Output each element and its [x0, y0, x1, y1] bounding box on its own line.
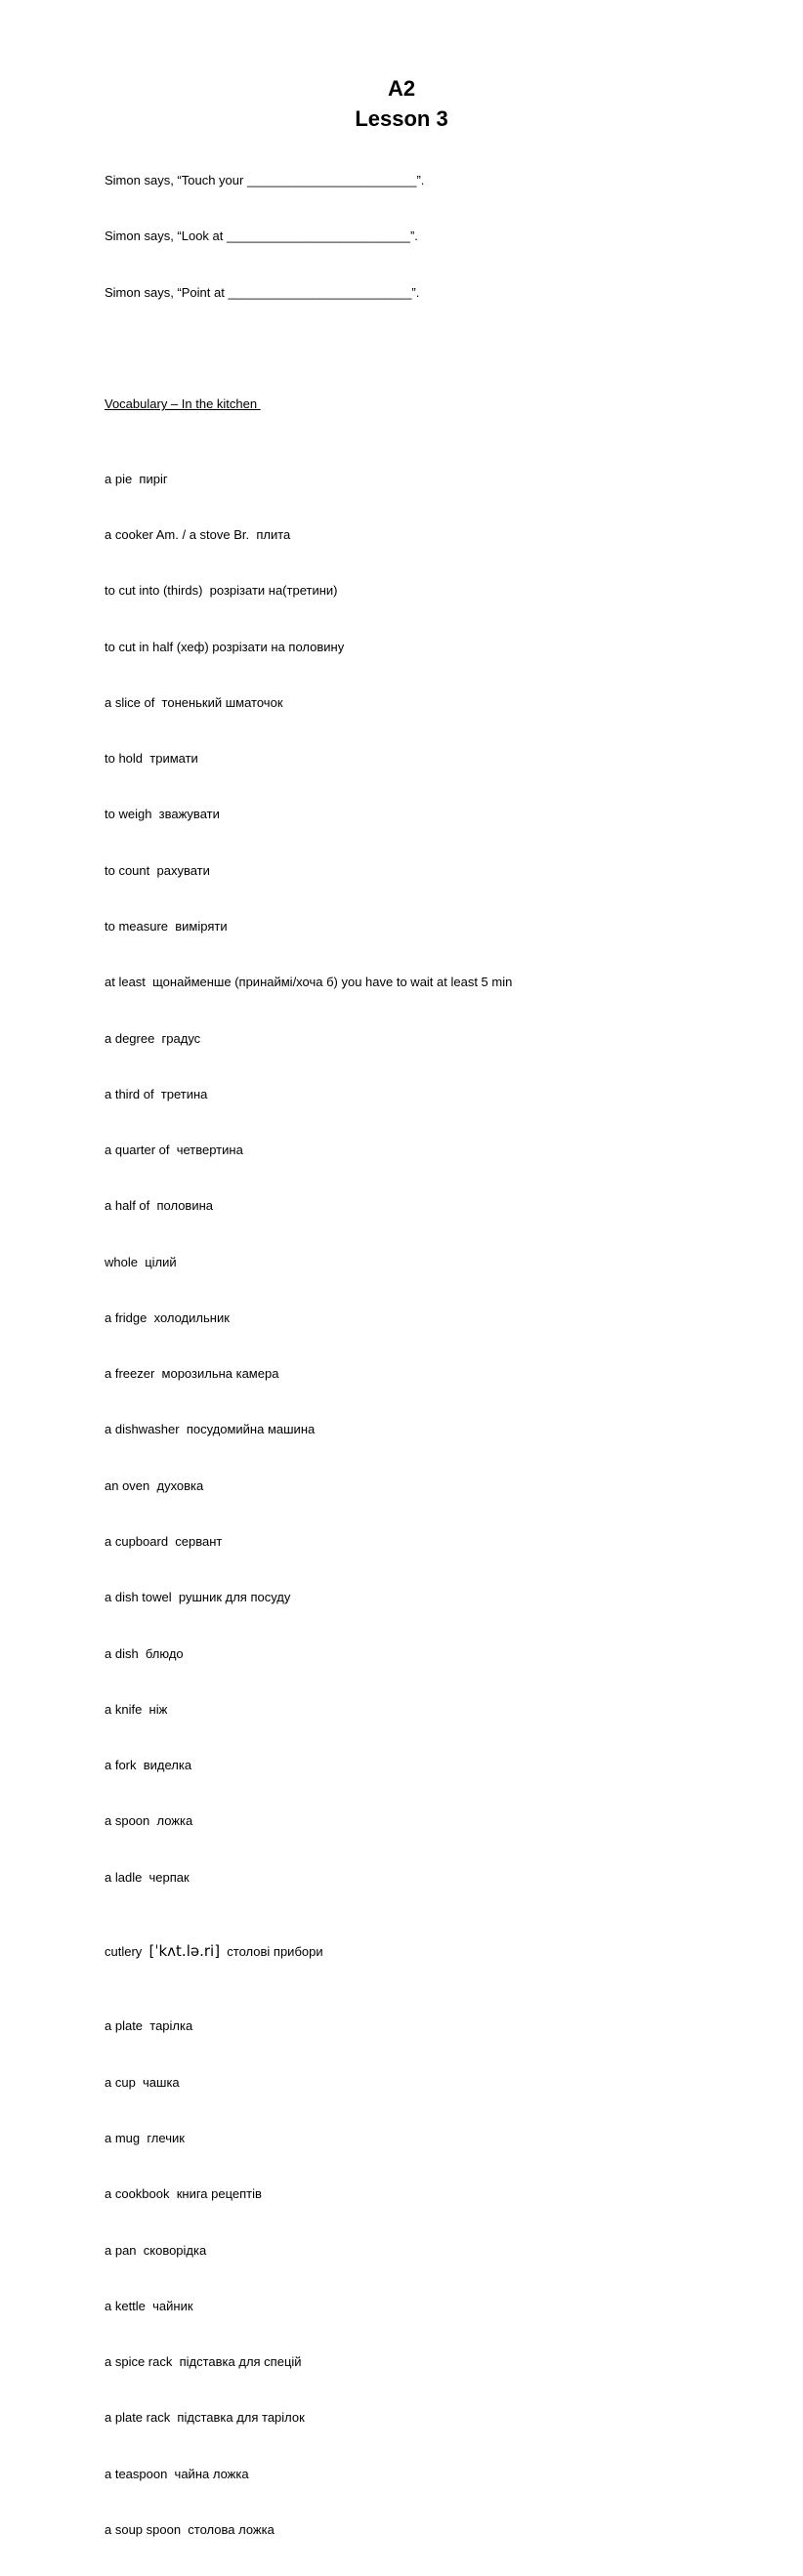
vocab-item: a plate тарілка	[105, 2018, 193, 2034]
vocab-item: to cut into (thirds) розрізати на(третини)	[105, 583, 338, 599]
vocab-item: a dishwasher посудомийна машина	[105, 1422, 316, 1437]
lesson-title: Lesson 3	[355, 106, 448, 131]
vocab-heading-text: Vocabulary – In the kitchen	[105, 396, 261, 412]
vocab-item: a knife ніж	[105, 1701, 168, 1717]
vocab-item: a fork виделка	[105, 1758, 192, 1773]
vocab-item: a teaspoon чайна ложка	[105, 2466, 249, 2481]
vocab-item: a third of третина	[105, 1086, 208, 1101]
vocab-item: to cut in half (хеф) розрізати на половину	[105, 639, 345, 654]
spacer	[105, 339, 730, 357]
level-title: A2	[387, 76, 416, 101]
vocab-item: to weigh зважувати	[105, 807, 220, 822]
vocab-item: at least щонайменше (принаймі/хоча б) you have to wait at least 5 min	[105, 975, 513, 990]
vocab-item: a pan сковорідка	[105, 2242, 207, 2258]
simon-line: Simon says, “Point at __________________________”.	[105, 284, 420, 300]
vocab-item: a cooker Am. / a stove Br. плита	[105, 526, 291, 542]
vocab-item: a ladle черпак	[105, 1869, 190, 1885]
vocab-item: to count рахувати	[105, 862, 210, 878]
cutlery-word: cutlery	[105, 1944, 149, 1960]
vocab-item: a cup чашка	[105, 2074, 180, 2090]
vocab-item: a dish блюдо	[105, 1645, 184, 1661]
vocab-item: a mug глечик	[105, 2131, 185, 2146]
vocab-item: a fridge холодильник	[105, 1309, 230, 1325]
vocab-heading	[105, 395, 730, 413]
vocab-item-cutlery	[105, 1942, 730, 1961]
vocab-item: a kettle чайник	[105, 2298, 193, 2313]
vocab-item: to measure виміряти	[105, 918, 228, 934]
vocab-item: a cupboard сервант	[105, 1534, 223, 1550]
vocab-item: a slice of тоненький шматочок	[105, 694, 283, 710]
vocab-item: a dish towel рушник для посуду	[105, 1590, 291, 1605]
vocab-item: to hold тримати	[105, 751, 198, 767]
vocab-item: a spice rack підставка для спецій	[105, 2354, 302, 2370]
vocab-item: a freezer морозильна камера	[105, 1366, 279, 1382]
vocab-item: a soup spoon столова ложка	[105, 2522, 275, 2537]
vocab-item: a spoon ложка	[105, 1813, 193, 1829]
vocab-item: a degree градус	[105, 1030, 201, 1046]
simon-line: Simon says, “Look at __________________________”.	[105, 229, 418, 244]
vocab-item: a pie пиріг	[105, 471, 168, 486]
vocab-item: a half of половина	[105, 1198, 214, 1214]
simon-line: Simon says, “Touch your ________________________”.	[105, 173, 425, 188]
vocab-item: whole цілий	[105, 1254, 177, 1269]
vocab-item: an oven духовка	[105, 1477, 204, 1493]
vocab-item: a plate rack підставка для тарілок	[105, 2410, 305, 2426]
vocab-item: a quarter of четвертина	[105, 1143, 243, 1158]
vocab-item: a cookbook книга рецептів	[105, 2186, 262, 2202]
cutlery-ipa: [ˈkʌt.lə.ri]	[148, 1942, 221, 1961]
cutlery-translation: столові прибори	[220, 1944, 323, 1960]
content-lines	[105, 134, 730, 2576]
